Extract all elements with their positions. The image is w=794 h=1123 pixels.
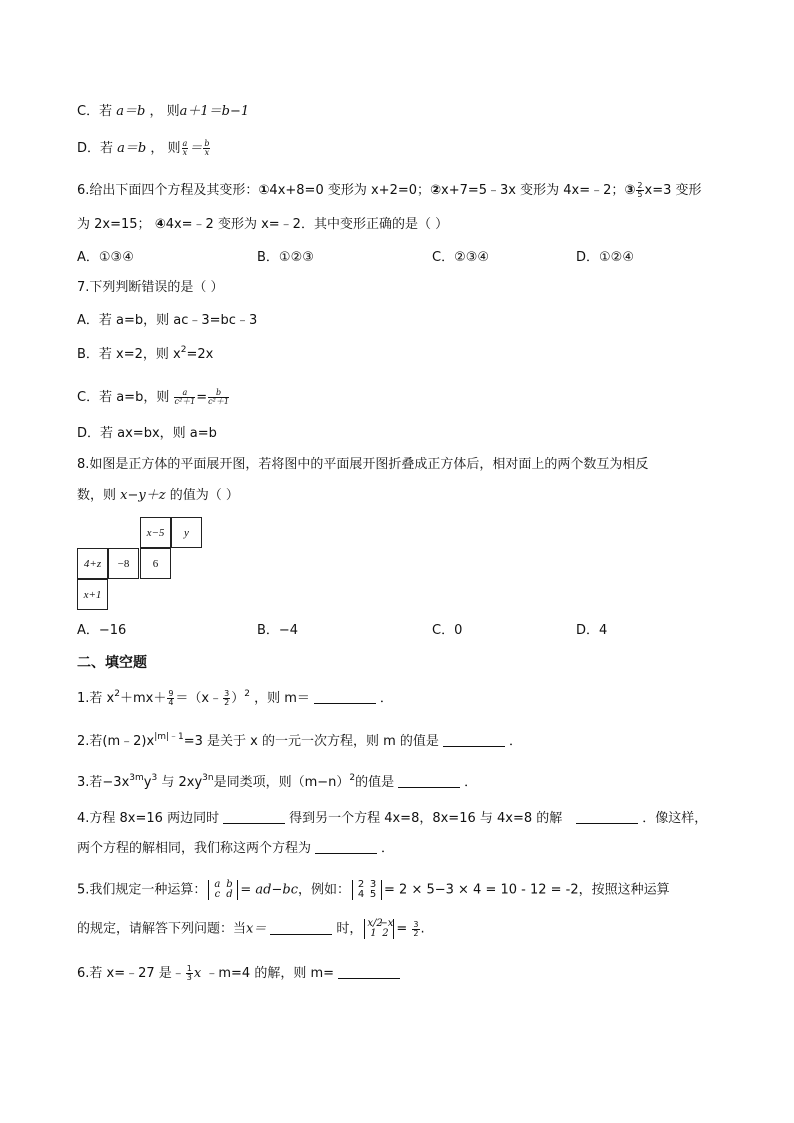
cube-face-minus-8: −8: [108, 548, 139, 579]
q6-option-c: C．②③④: [432, 250, 490, 265]
q8-option-a: A．−16: [77, 623, 127, 638]
cube-face-x-plus-1: x+1: [77, 579, 108, 610]
section-fill-heading: 二、填空题: [77, 655, 147, 671]
q8-stem-line1: 8.如图是正方体的平面展开图，若将图中的平面展开图折叠成正方体后，相对面上的两个数互为相反: [77, 457, 649, 472]
q7-option-c: C．若 a=b，则 $\frac{a}{\text{c²＋1}}$ = $\frac{b}{\text{c²＋1}}$: [77, 388, 229, 406]
answer-blank[interactable]: [223, 811, 285, 824]
q7-stem: 7.下列判断错误的是（ ）: [77, 280, 224, 295]
q6-option-b: B．①②③: [257, 250, 314, 265]
q7-option-a: A．若 a=b，则 ac﹣3=bc﹣3: [77, 313, 258, 328]
answer-blank[interactable]: [315, 841, 377, 854]
fill-question-5-line1: 5.我们规定一种运算： a b c d = ad−bc，例如： 2 3 4 5 = 2 × 5−3 × 4 = 10 - 12 = -2，按照这种运算: [77, 879, 670, 900]
q6-stem-line1: 6.给出下面四个方程及其变形：①4x+8=0 变形为 x+2=0；②x+7=5﹣3x 变形为 4x=﹣2；③ $\frac{2}{5}$ x=3 变形: [77, 181, 702, 199]
q6-option-a: A．①③④: [77, 250, 134, 265]
answer-blank[interactable]: [398, 775, 460, 788]
answer-blank[interactable]: [314, 691, 376, 704]
fill-question-6: 6.若 x=﹣27 是﹣ $\frac{1}{3}$ x ﹣m=4 的解，则 m=: [77, 965, 404, 983]
cube-face-y: y: [171, 517, 202, 548]
cube-face-6: 6: [140, 548, 171, 579]
answer-blank[interactable]: [443, 734, 505, 747]
q8-stem-line2: 数，则 x−y＋z 的值为（ ）: [77, 488, 239, 503]
fill-question-2: 2.若$(m﹣2)x^{|m|﹣1}=3$ 是关于 x 的一元一次方程，则 m 的值是 ．: [77, 732, 522, 749]
q6-option-d: D．①②④: [576, 250, 634, 265]
fill-question-3: 3.若$-3x^{3m}y^3$ 与 $2xy^{3n}$是同类项，则$(m-n)^2$的值是 ．: [77, 773, 478, 790]
fill-question-4-line2: 两个方程的解相同，我们称这两个方程为 ．: [77, 841, 395, 856]
cube-face-x-minus-5: x−5: [140, 517, 171, 548]
q8-option-b: B．−4: [257, 623, 299, 638]
q8-option-d: D．4: [576, 623, 608, 638]
fill-question-4-line1: 4.方程 8x=16 两边同时 得到另一个方程 4x=8，8x=16 与 4x=8 的解 ．像这样，: [77, 811, 708, 826]
q5-option-d: D．若 a＝b ， 则 $\frac{a}{x}$ ＝ $\frac{b}{x}$: [77, 139, 210, 157]
q7-option-d: D．若 ax=bx，则 a=b: [77, 426, 217, 441]
answer-blank[interactable]: [338, 966, 400, 979]
fill-question-5-line2: 的规定，请解答下列问题：当x＝ 时， x/2−x 1 2 = $\frac{3}{2}$ .: [77, 918, 425, 939]
q5-option-c: C．若 a＝b ， 则a＋1＝b−1: [77, 104, 250, 119]
q6-stem-line2: 为 2x=15； ④4x=﹣2 变形为 x=﹣2．其中变形正确的是（ ）: [77, 217, 449, 232]
answer-blank[interactable]: [270, 922, 332, 935]
cube-face-4-plus-z: 4+z: [77, 548, 108, 579]
answer-blank[interactable]: [576, 811, 638, 824]
fill-question-1: 1.若 $x^2+mx+$ $\frac{9}{4}$ ＝（x﹣ $\frac{3}{2}$ ）$^2$ ，则 m＝ ．: [77, 689, 393, 707]
q8-option-c: C．0: [432, 623, 463, 638]
q7-option-b: B．若 x=2，则 $x^2=2x$: [77, 345, 214, 362]
